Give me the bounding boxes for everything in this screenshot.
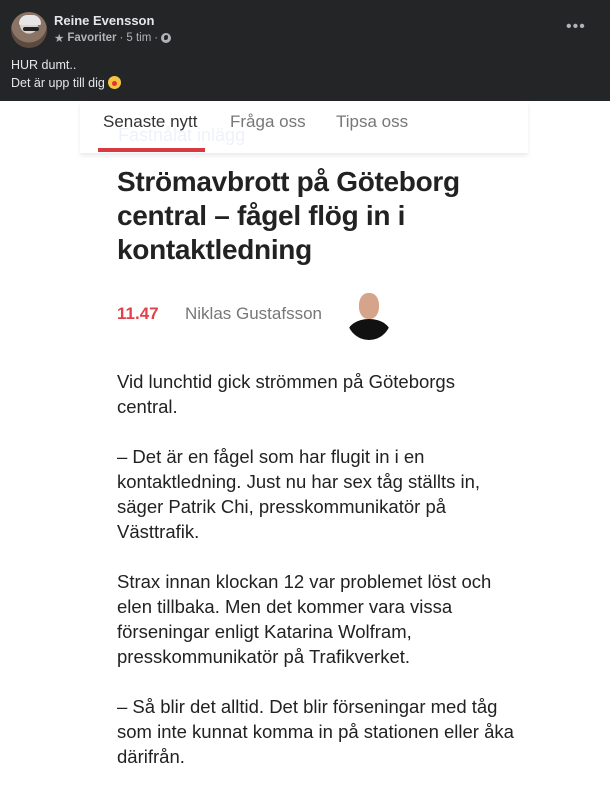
tab-tipsa-oss[interactable]: Tipsa oss	[336, 112, 409, 131]
post-text-line: HUR dumt..	[11, 58, 77, 72]
post-text-line: Det är upp till dig	[11, 76, 105, 90]
paragraph: Strax innan klockan 12 var problemet löst och elen tillbaka. Men det kommer vara vissa förseningar enligt Katarina Wolfram, presskommunikatör på Trafikverket.	[117, 571, 492, 667]
post-author-name[interactable]: Reine Evensson	[54, 13, 155, 28]
paragraph: – Så blir det alltid. Det blir förseningar med tåg som inte kunnat komma in på stationen eller åka därifrån.	[117, 696, 514, 767]
separator: ·	[119, 32, 124, 44]
more-options-icon[interactable]: •••	[566, 18, 586, 35]
author-avatar[interactable]	[11, 12, 47, 48]
tab-senaste-nytt[interactable]: Senaste nytt	[103, 112, 198, 131]
globe-icon	[161, 33, 171, 43]
separator: ·	[154, 32, 159, 44]
star-icon: ★	[54, 33, 65, 45]
post-meta	[54, 31, 171, 45]
clown-emoji-icon	[108, 76, 121, 89]
pinned-post-label: Fastnålat inlägg	[118, 125, 246, 145]
author-photo	[347, 291, 391, 340]
article-author: Niklas Gustafsson	[185, 304, 322, 323]
post-text	[11, 56, 121, 92]
article-headline: Strömavbrott på Göteborg central – fågel flög in i kontaktledning	[117, 166, 460, 265]
audience-label: Favoriter	[67, 32, 117, 44]
paragraph: – Det är en fågel som har flugit in i en kontaktledning. Just nu har sex tåg ställts in, säger Patrik Chi, presskommunikatör på Västtrafik.	[117, 446, 481, 542]
article-time: 11.47	[117, 304, 159, 323]
article-tab-bar	[80, 101, 528, 153]
tab-fraga-oss[interactable]: Fråga oss	[230, 112, 306, 131]
paragraph: Vid lunchtid gick strömmen på Göteborgs central.	[117, 371, 455, 417]
article-body	[117, 369, 517, 794]
post-header	[0, 0, 610, 101]
active-tab-indicator	[98, 148, 205, 152]
post-time[interactable]: 5 tim	[126, 32, 152, 44]
